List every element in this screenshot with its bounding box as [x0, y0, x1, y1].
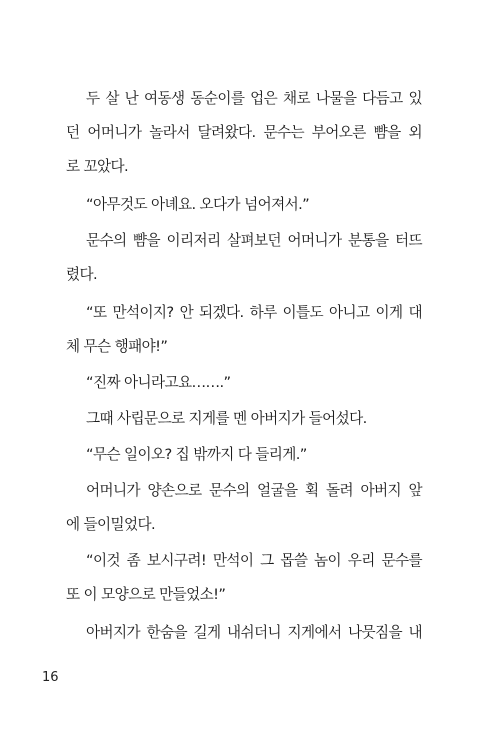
text-line: 그때 사립문으로 지게를 멘 아버지가 들어섰다. [86, 410, 367, 427]
text-line: 두 살 난 여동생 동순이를 업은 채로 나물을 다듬고 있 [86, 90, 422, 107]
text-line: “무슨 일이오? 집 밖까지 다 들리게.” [86, 446, 307, 463]
text-line: “이것 좀 보시구려! 만석이 그 몹쓸 놈이 우리 문수를 [86, 552, 422, 569]
text-line: 아버지가 한숨을 길게 내쉬더니 지게에서 나뭇짐을 내 [86, 624, 422, 641]
text-line: 체 무슨 행패야!” [66, 338, 168, 355]
text-line: “아무것도 아녜요. 오다가 넘어져서.” [86, 196, 310, 213]
text-line: 에 들이밀었다. [66, 516, 156, 533]
text-line: 렸다. [66, 266, 98, 283]
text-line: 어머니가 양손으로 문수의 얼굴을 획 돌려 아버지 앞 [86, 482, 422, 499]
text-line: “진짜 아니라고요…….” [86, 374, 231, 391]
text-line: “또 만석이지? 안 되겠다. 하루 이틀도 아니고 이게 대 [86, 304, 422, 321]
text-line: 문수의 뺨을 이리저리 살펴보던 어머니가 분통을 터뜨 [86, 232, 422, 249]
text-line: 또 이 모양으로 만들었소!” [66, 586, 226, 603]
text-line: 로 꼬았다. [66, 158, 129, 175]
page-number: 16 [42, 670, 59, 685]
text-line: 던 어머니가 놀라서 달려왔다. 문수는 부어오른 뺨을 외 [66, 124, 422, 141]
